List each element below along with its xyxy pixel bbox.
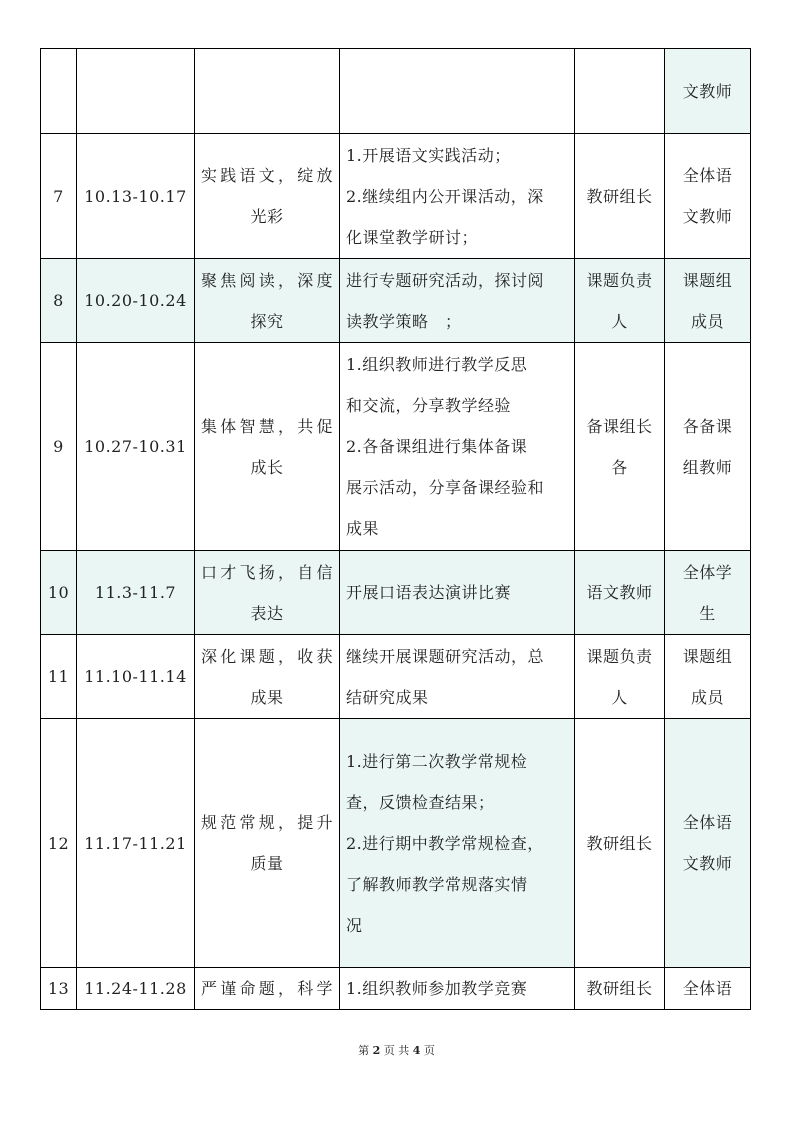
owner-cell [575,635,665,719]
theme-line: 聚焦阅读，深度 [201,270,333,290]
participants-line: 生 [699,603,716,623]
table-row [41,968,751,1010]
content-line: 1.开展语文实践活动； [346,145,511,165]
theme-cell [195,343,340,551]
theme-line: 深化课题，收获 [201,646,333,666]
participants-line: 文教师 [682,81,733,101]
content-line: 读教学策略 ； [346,311,462,331]
date-range-cell: 11.17-11.21 [77,719,195,968]
week-number-cell: 8 [41,259,77,343]
theme-line: 规范常规，提升 [201,813,333,832]
table-row [41,259,751,343]
content-cell [340,635,575,719]
participants-line: 全体语 [682,813,733,832]
content-line: 结研究成果 [346,687,429,707]
content-line: 2.各备课组进行集体备课 [346,437,528,456]
week-number-cell: 13 [41,968,77,1010]
content-cell [340,134,575,259]
week-number-cell: 12 [41,719,77,968]
date-range-cell: 10.13-10.17 [77,134,195,259]
participants-cell [665,719,751,968]
theme-line: 实践语文，绽放 [201,166,333,185]
owner-cell [575,551,665,635]
theme-line: 集体智慧，共促 [201,416,333,436]
table-row [41,551,751,635]
date-range-cell: 11.24-11.28 [77,968,195,1010]
content-line: 2.继续组内公开课活动，深 [346,186,544,206]
participants-cell [665,635,751,719]
content-line: 2.进行期中教学常规检查， [346,833,544,853]
week-number-cell: 9 [41,343,77,551]
owner-line: 教研组长 [586,979,653,998]
theme-cell [195,134,340,259]
participants-cell [665,551,751,635]
owner-line: 人 [611,311,628,331]
week-number-cell: 10 [41,551,77,635]
content-line: 1.组织教师进行教学反思 [346,355,528,374]
content-line: 进行专题研究活动，探讨阅 [346,270,545,290]
week-number-cell [41,49,77,134]
theme-cell [195,719,340,968]
page-footer [0,1042,793,1058]
footer-total-pages: 4 [412,1044,421,1057]
theme-line: 质量 [250,854,284,873]
participants-line: 课题组 [682,270,733,290]
theme-cell [195,968,340,1010]
participants-line: 文教师 [682,207,733,226]
owner-line: 课题负责 [586,646,653,666]
participants-cell [665,134,751,259]
table-row [41,719,751,968]
theme-line: 成长 [250,457,284,477]
owner-line: 教研组长 [586,186,653,206]
owner-cell [575,343,665,551]
owner-line: 人 [611,687,628,707]
content-cell [340,49,575,134]
activity-schedule-table [40,48,751,1010]
participants-line: 组教师 [682,457,733,477]
participants-cell [665,259,751,343]
participants-line: 课题组 [682,646,733,666]
owner-line: 备课组长 [586,416,653,436]
table-row [41,49,751,134]
participants-cell [665,49,751,134]
theme-cell [195,49,340,134]
theme-cell [195,551,340,635]
owner-cell [575,134,665,259]
date-range-cell: 11.3-11.7 [77,551,195,635]
participants-line: 全体学 [682,562,733,582]
content-line: 查，反馈检查结果； [346,792,495,812]
participants-line: 各备课 [682,416,733,436]
theme-line: 成果 [250,687,284,707]
footer-mid: 页 共 [383,1044,410,1057]
participants-line: 全体语 [682,166,733,185]
footer-page-number: 2 [372,1044,381,1057]
date-range-cell: 11.10-11.14 [77,635,195,719]
content-cell [340,551,575,635]
owner-cell [575,719,665,968]
owner-line: 各 [611,457,628,477]
participants-cell [665,968,751,1010]
participants-line: 成员 [690,687,724,707]
content-line: 1.进行第二次教学常规检 [346,751,528,771]
owner-cell [575,968,665,1010]
date-range-cell: 10.20-10.24 [77,259,195,343]
week-number-cell: 7 [41,134,77,259]
theme-line: 口才飞扬，自信 [201,562,333,582]
content-cell [340,719,575,968]
content-line: 继续开展课题研究活动，总 [346,646,545,666]
content-cell [340,259,575,343]
owner-cell [575,49,665,134]
content-line: 况 [346,915,363,935]
owner-line: 教研组长 [586,833,653,853]
theme-cell [195,259,340,343]
table-row [41,343,751,551]
owner-line: 语文教师 [586,583,653,602]
theme-cell [195,635,340,719]
content-line: 开展口语表达演讲比赛 [346,583,512,602]
content-line: 展示活动，分享备课经验和 [346,478,545,497]
content-line: 了解教师教学常规落实情 [346,874,528,894]
content-cell [340,968,575,1010]
date-range-cell: 10.27-10.31 [77,343,195,551]
owner-cell [575,259,665,343]
theme-line: 严谨命题，科学 [201,979,333,998]
content-line: 化课堂教学研讨； [346,227,479,247]
week-number-cell: 11 [41,635,77,719]
footer-prefix: 第 [358,1044,370,1057]
participants-line: 文教师 [682,854,733,873]
participants-cell [665,343,751,551]
theme-line: 光彩 [250,207,284,226]
theme-line: 探究 [250,311,284,331]
participants-line: 全体语 [682,979,733,998]
participants-line: 成员 [690,311,724,331]
owner-line: 课题负责 [586,270,653,290]
table-row [41,635,751,719]
content-cell [340,343,575,551]
date-range-cell [77,49,195,134]
content-line: 1.组织教师参加教学竞赛 [346,979,528,998]
content-line: 和交流，分享教学经验 [346,396,512,415]
content-line: 成果 [346,519,380,538]
footer-suffix: 页 [423,1044,435,1057]
table-row [41,134,751,259]
theme-line: 表达 [250,603,284,623]
